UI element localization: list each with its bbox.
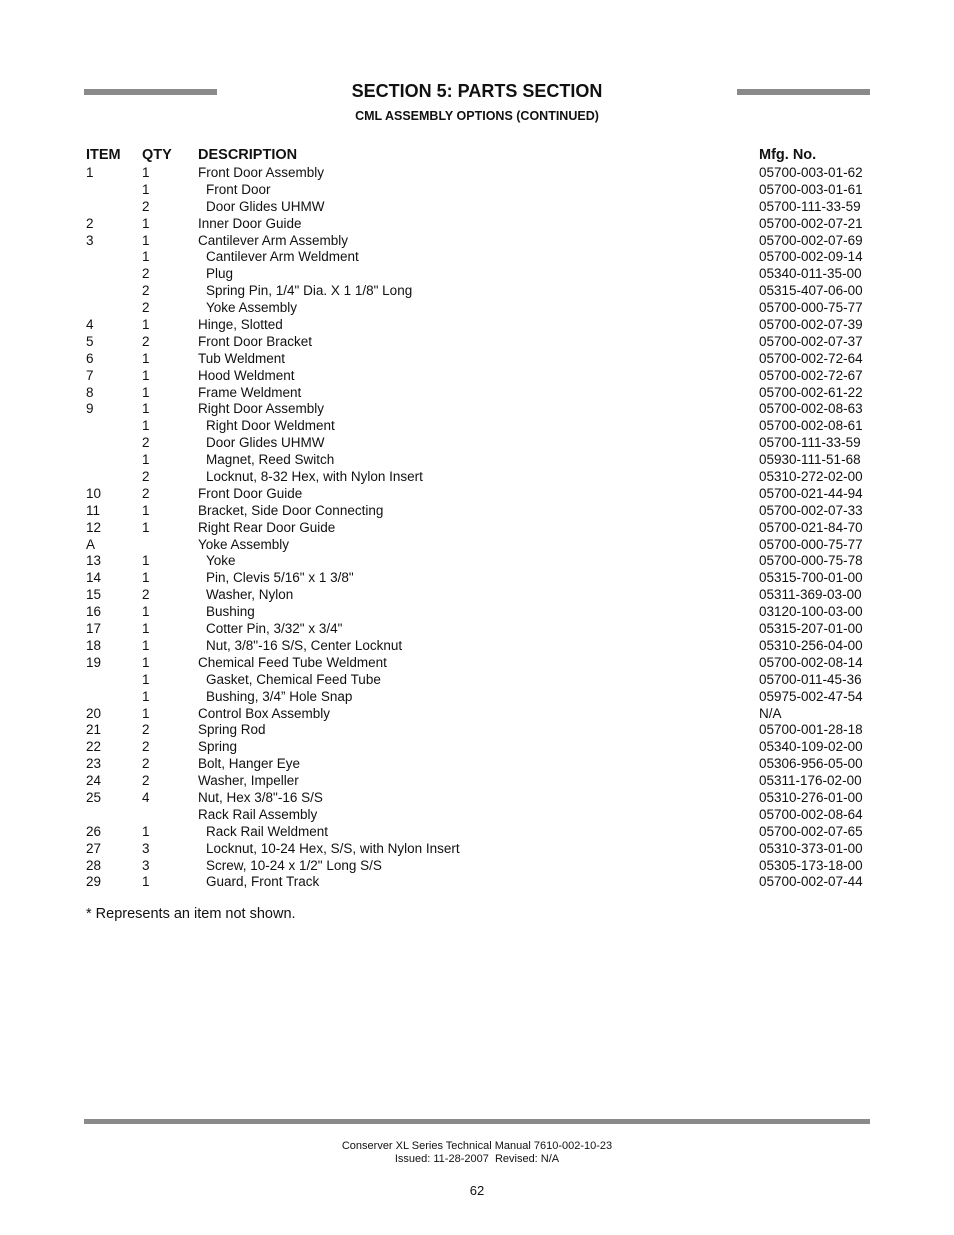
mfg-number-cell: 05700-002-07-37 [759, 333, 863, 349]
item-cell: 2 [86, 215, 94, 231]
description-cell: Bracket, Side Door Connecting [198, 502, 384, 518]
qty-cell: 1 [142, 621, 150, 637]
table-row [0, 283, 954, 300]
qty-cell: 1 [142, 418, 150, 434]
mfg-number-cell: 05930-111-51-68 [759, 452, 861, 468]
item-cell: 16 [86, 604, 102, 620]
table-row [0, 385, 954, 402]
mfg-number-cell: 05700-011-45-36 [759, 671, 862, 687]
mfg-number-cell: 05700-002-07-21 [759, 215, 863, 231]
description-cell: Front Door Assembly [198, 165, 325, 180]
mfg-number-cell: 05311-176-02-00 [759, 773, 862, 789]
qty-cell: 1 [142, 215, 150, 231]
item-cell: 28 [86, 857, 102, 873]
table-row [0, 368, 954, 385]
qty-cell: 2 [142, 198, 150, 214]
item-cell: 14 [86, 570, 102, 586]
description-cell: Yoke Assembly [198, 536, 290, 552]
qty-cell: 1 [142, 367, 150, 383]
qty-cell: 2 [142, 333, 150, 349]
column-header-mfg-no: Mfg. No. [759, 147, 817, 163]
mfg-number-cell: 03120-100-03-00 [759, 604, 863, 620]
description-cell: Rack Rail Assembly [198, 806, 318, 822]
table-row [0, 655, 954, 672]
qty-cell: 3 [142, 857, 150, 873]
table-row [0, 452, 954, 469]
qty-cell: 2 [142, 739, 150, 755]
qty-cell: 2 [142, 587, 150, 603]
qty-cell: 1 [142, 823, 150, 839]
item-cell: 11 [86, 502, 101, 518]
table-row [0, 300, 954, 317]
qty-cell: 4 [142, 789, 150, 805]
mfg-number-cell: 05700-002-07-44 [759, 874, 863, 890]
footnote: * Represents an item not shown. [86, 906, 296, 922]
mfg-number-cell: 05700-002-07-33 [759, 502, 863, 518]
description-cell: Inner Door Guide [198, 215, 302, 231]
mfg-number-cell: 05975-002-47-54 [759, 688, 863, 704]
description-cell: Hinge, Slotted [198, 317, 283, 333]
qty-cell: 1 [142, 502, 150, 518]
qty-cell: 1 [142, 570, 150, 586]
qty-cell: 1 [142, 604, 150, 620]
table-row [0, 435, 954, 452]
mfg-number-cell: 05700-002-72-67 [759, 367, 863, 383]
mfg-number-cell: 05700-003-01-62 [759, 165, 863, 180]
description-cell: Bushing, 3/4” Hole Snap [206, 688, 353, 704]
table-row [0, 874, 954, 891]
description-cell: Pin, Clevis 5/16" x 1 3/8" [206, 570, 354, 586]
description-cell: Spring [198, 739, 238, 755]
table-row [0, 858, 954, 875]
table-row [0, 537, 954, 554]
table-row [0, 486, 954, 503]
description-cell: Washer, Nylon [206, 587, 294, 603]
qty-cell: 1 [142, 452, 150, 468]
item-cell: 24 [86, 773, 102, 789]
item-cell: 12 [86, 519, 102, 535]
mfg-number-cell: 05700-002-09-14 [759, 249, 863, 265]
table-row [0, 841, 954, 858]
description-cell: Door Glides UHMW [206, 435, 325, 451]
item-cell: 22 [86, 739, 102, 755]
mfg-number-cell: 05700-111-33-59 [759, 198, 861, 214]
table-row [0, 520, 954, 537]
mfg-number-cell: 05700-021-44-94 [759, 485, 863, 501]
description-cell: Washer, Impeller [198, 773, 299, 789]
qty-cell: 2 [142, 722, 150, 738]
mfg-number-cell: 05700-000-75-78 [759, 553, 863, 569]
description-cell: Door Glides UHMW [206, 198, 325, 214]
mfg-number-cell: 05700-002-07-39 [759, 317, 863, 333]
mfg-number-cell: 05315-407-06-00 [759, 283, 863, 299]
page-title: SECTION 5: PARTS SECTION [351, 81, 603, 101]
description-cell: Tub Weldment [198, 350, 286, 366]
description-cell: Rack Rail Weldment [206, 823, 329, 839]
mfg-number-cell: 05340-011-35-00 [759, 266, 862, 282]
qty-cell: 1 [142, 249, 150, 265]
table-row [0, 587, 954, 604]
item-cell: 26 [86, 823, 102, 839]
qty-cell: 3 [142, 840, 150, 856]
description-cell: Yoke [206, 553, 236, 569]
mfg-number-cell: 05700-002-72-64 [759, 350, 863, 366]
description-cell: Plug [206, 266, 234, 282]
item-cell: 9 [86, 401, 94, 417]
description-cell: Cantilever Arm Weldment [206, 249, 359, 265]
column-header-item: ITEM [86, 147, 121, 163]
description-cell: Screw, 10-24 x 1/2" Long S/S [206, 857, 382, 873]
mfg-number-cell: 05700-002-08-14 [759, 654, 863, 670]
qty-cell: 1 [142, 181, 150, 197]
description-cell: Spring Pin, 1/4" Dia. X 1 1/8" Long [206, 283, 413, 299]
table-row [0, 706, 954, 723]
table-row [0, 773, 954, 790]
item-cell: 18 [86, 637, 102, 653]
table-row [0, 553, 954, 570]
mfg-number-cell: 05310-272-02-00 [759, 469, 863, 485]
qty-cell: 1 [142, 384, 150, 400]
qty-cell: 1 [142, 553, 150, 569]
mfg-number-cell: 05700-021-84-70 [759, 519, 863, 535]
table-row [0, 418, 954, 435]
table-row [0, 824, 954, 841]
table-row [0, 790, 954, 807]
item-cell: 17 [86, 621, 102, 637]
description-cell: Bolt, Hanger Eye [198, 756, 301, 772]
qty-cell: 1 [142, 519, 150, 535]
qty-cell: 1 [142, 654, 150, 670]
mfg-number-cell: 05700-002-07-65 [759, 823, 863, 839]
item-cell: 27 [86, 840, 102, 856]
item-cell: 5 [86, 333, 94, 349]
description-cell: Frame Weldment [198, 384, 302, 400]
description-cell: Nut, 3/8"-16 S/S, Center Locknut [206, 637, 403, 653]
item-cell: 10 [86, 485, 102, 501]
table-header [0, 147, 954, 165]
item-cell: 13 [86, 553, 102, 569]
description-cell: Yoke Assembly [206, 300, 298, 316]
table-row [0, 503, 954, 520]
item-cell: A [86, 536, 96, 552]
qty-cell: 2 [142, 469, 150, 485]
table-row [0, 165, 954, 182]
table-row [0, 604, 954, 621]
table-row [0, 249, 954, 266]
description-cell: Spring Rod [198, 722, 266, 738]
page-subtitle: CML ASSEMBLY OPTIONS (CONTINUED) [355, 109, 599, 123]
mfg-number-cell: 05700-003-01-61 [759, 181, 863, 197]
table-row [0, 199, 954, 216]
table-row [0, 334, 954, 351]
mfg-number-cell: 05700-111-33-59 [759, 435, 861, 451]
qty-cell: 1 [142, 671, 150, 687]
description-cell: Cotter Pin, 3/32" x 3/4" [206, 621, 343, 637]
table-row [0, 722, 954, 739]
qty-cell: 2 [142, 756, 150, 772]
qty-cell: 2 [142, 435, 150, 451]
table-row [0, 689, 954, 706]
mfg-number-cell: 05315-207-01-00 [759, 621, 863, 637]
mfg-number-cell: 05310-373-01-00 [759, 840, 863, 856]
column-header-description: DESCRIPTION [198, 147, 298, 163]
description-cell: Right Door Assembly [198, 401, 325, 417]
table-row [0, 739, 954, 756]
page-number: 62 [469, 1183, 485, 1198]
item-cell: 15 [86, 587, 102, 603]
footer-issued: Issued: 11-28-2007 Revised: N/A [394, 1153, 560, 1165]
mfg-number-cell: 05310-276-01-00 [759, 789, 863, 805]
item-cell: 3 [86, 232, 94, 248]
description-cell: Cantilever Arm Assembly [198, 232, 349, 248]
description-cell: Guard, Front Track [206, 874, 320, 890]
description-cell: Locknut, 10-24 Hex, S/S, with Nylon Insert [206, 840, 460, 856]
item-cell: 25 [86, 789, 102, 805]
description-cell: Front Door [206, 181, 271, 197]
qty-cell: 2 [142, 773, 150, 789]
table-row [0, 672, 954, 689]
column-header-qty: QTY [142, 147, 172, 163]
description-cell: Chemical Feed Tube Weldment [198, 654, 387, 670]
description-cell: Front Door Guide [198, 485, 303, 501]
description-cell: Magnet, Reed Switch [206, 452, 335, 468]
mfg-number-cell: 05305-173-18-00 [759, 857, 863, 873]
item-cell: 23 [86, 756, 102, 772]
table-row [0, 756, 954, 773]
qty-cell: 2 [142, 266, 150, 282]
description-cell: Right Door Weldment [206, 418, 335, 434]
qty-cell: 2 [142, 485, 150, 501]
mfg-number-cell: 05310-256-04-00 [759, 637, 863, 653]
description-cell: Control Box Assembly [198, 705, 331, 721]
description-cell: Gasket, Chemical Feed Tube [206, 671, 381, 687]
qty-cell: 1 [142, 232, 150, 248]
item-cell: 19 [86, 654, 102, 670]
item-cell: 1 [86, 165, 94, 180]
table-row [0, 621, 954, 638]
mfg-number-cell: 05700-002-07-69 [759, 232, 863, 248]
mfg-number-cell: 05700-002-08-61 [759, 418, 863, 434]
description-cell: Nut, Hex 3/8"-16 S/S [198, 789, 323, 805]
mfg-number-cell: N/A [759, 705, 782, 721]
table-row [0, 401, 954, 418]
mfg-number-cell: 05700-002-61-22 [759, 384, 863, 400]
qty-cell: 1 [142, 165, 150, 180]
table-row [0, 216, 954, 233]
description-cell: Bushing [206, 604, 255, 620]
qty-cell: 1 [142, 637, 150, 653]
qty-cell: 1 [142, 350, 150, 366]
mfg-number-cell: 05700-002-08-64 [759, 806, 863, 822]
item-cell: 7 [86, 367, 94, 383]
mfg-number-cell: 05700-001-28-18 [759, 722, 863, 738]
item-cell: 20 [86, 705, 102, 721]
qty-cell: 1 [142, 688, 150, 704]
table-row [0, 351, 954, 368]
description-cell: Front Door Bracket [198, 333, 313, 349]
description-cell: Locknut, 8-32 Hex, with Nylon Insert [206, 469, 423, 485]
qty-cell: 2 [142, 300, 150, 316]
qty-cell: 1 [142, 317, 150, 333]
table-row [0, 638, 954, 655]
table-row [0, 570, 954, 587]
footer-manual-title: Conserver XL Series Technical Manual 7610-002-10-23 [341, 1140, 613, 1152]
qty-cell: 2 [142, 283, 150, 299]
table-row [0, 807, 954, 824]
item-cell: 6 [86, 350, 94, 366]
description-cell: Hood Weldment [198, 367, 295, 383]
item-cell: 4 [86, 317, 94, 333]
mfg-number-cell: 05306-956-05-00 [759, 756, 863, 772]
mfg-number-cell: 05700-000-75-77 [759, 300, 863, 316]
item-cell: 29 [86, 874, 102, 890]
item-cell: 21 [86, 722, 102, 738]
mfg-number-cell: 05700-000-75-77 [759, 536, 863, 552]
description-cell: Right Rear Door Guide [198, 519, 336, 535]
mfg-number-cell: 05700-002-08-63 [759, 401, 863, 417]
table-row [0, 182, 954, 199]
item-cell: 8 [86, 384, 94, 400]
mfg-number-cell: 05315-700-01-00 [759, 570, 863, 586]
parts-table [0, 165, 954, 891]
table-row [0, 469, 954, 486]
table-row [0, 266, 954, 283]
mfg-number-cell: 05311-369-03-00 [759, 587, 862, 603]
table-row [0, 233, 954, 250]
qty-cell: 1 [142, 401, 150, 417]
table-row [0, 317, 954, 334]
qty-cell: 1 [142, 705, 150, 721]
qty-cell: 1 [142, 874, 150, 890]
mfg-number-cell: 05340-109-02-00 [759, 739, 863, 755]
footer-rule [84, 1119, 870, 1124]
